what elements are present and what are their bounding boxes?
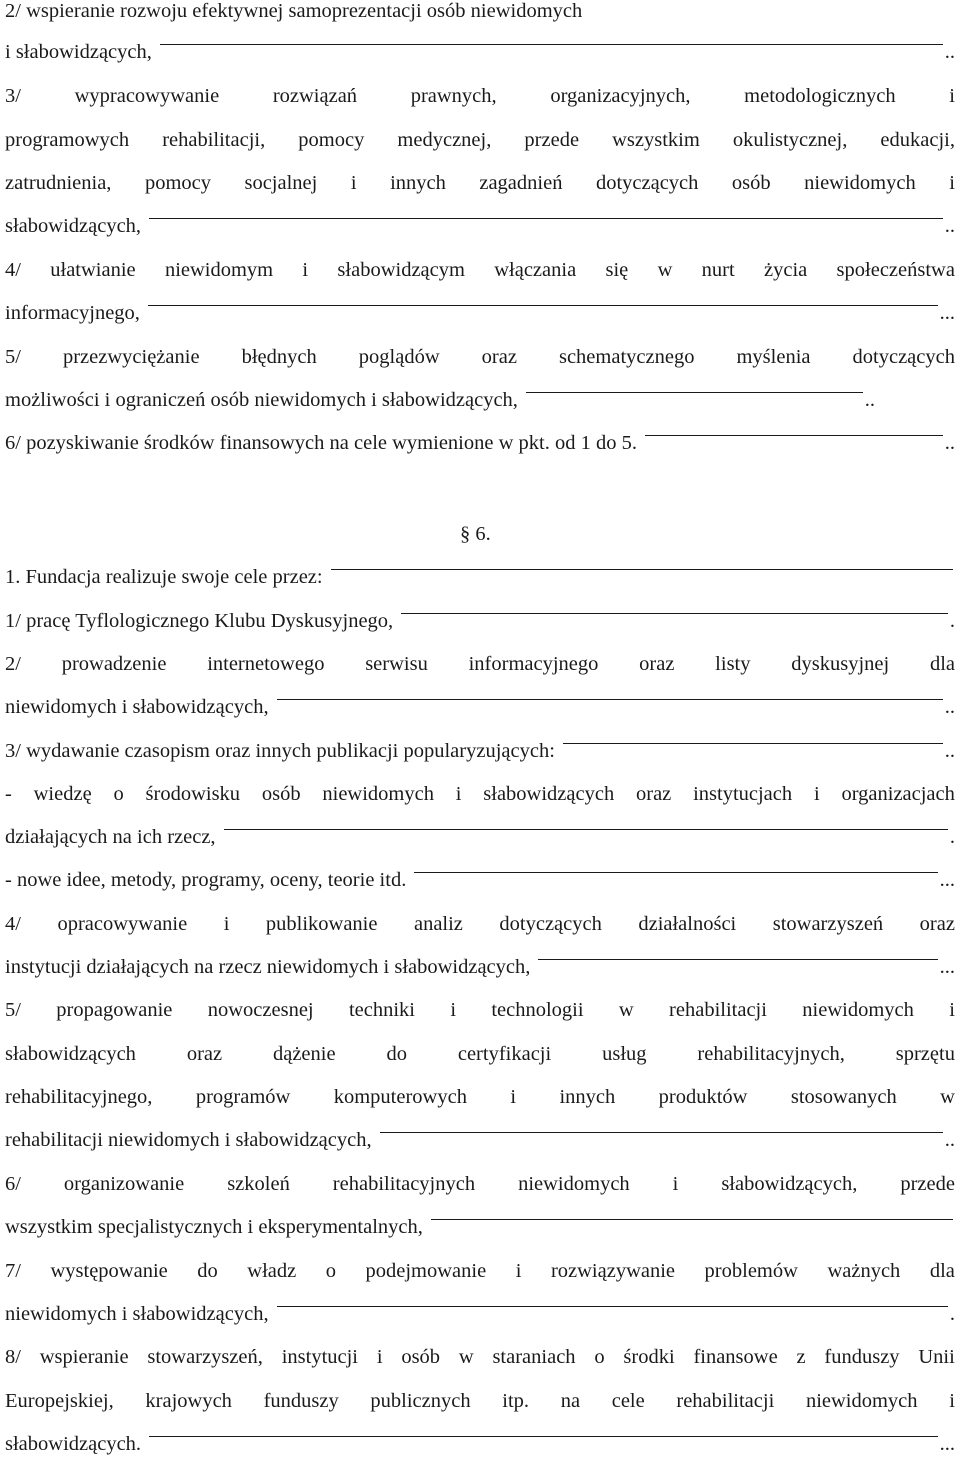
word: Europejskiej, bbox=[5, 1390, 114, 1412]
word: słabowidzących bbox=[5, 1043, 136, 1065]
word: do bbox=[197, 1260, 218, 1282]
word: technologii bbox=[491, 999, 584, 1021]
line-text: słabowidzących, bbox=[5, 215, 142, 237]
text-line-with-leader bbox=[5, 738, 955, 764]
leader-rule bbox=[526, 391, 863, 393]
word: pomocy bbox=[298, 129, 365, 151]
line-text: niewidomych i słabowidzących, bbox=[5, 696, 269, 718]
text-line: 2/ wspieranie rozwoju efektywnej samoprezentacji osób niewidomych bbox=[5, 0, 583, 22]
word: rehabilitacji, bbox=[162, 129, 266, 151]
text-line-with-leader bbox=[5, 954, 955, 980]
word: osób bbox=[731, 172, 771, 194]
word: błędnych bbox=[241, 346, 317, 368]
word: i bbox=[949, 85, 955, 107]
text-line-with-leader bbox=[5, 1431, 955, 1457]
text-line-with-leader bbox=[5, 694, 955, 720]
text-line-with-leader bbox=[5, 430, 955, 456]
leader-rule bbox=[431, 1218, 953, 1220]
word: problemów bbox=[704, 1260, 798, 1282]
word: krajowych bbox=[145, 1390, 232, 1412]
word: certyfikacji bbox=[457, 1043, 552, 1065]
word: i bbox=[813, 783, 820, 805]
text-line bbox=[5, 1041, 955, 1067]
word: 5/ bbox=[5, 999, 21, 1021]
word: informacyjnego bbox=[468, 653, 599, 675]
text-line bbox=[5, 1344, 955, 1370]
word: itp. bbox=[502, 1390, 530, 1412]
word: zagadnień bbox=[479, 172, 563, 194]
word: słabowidzących, bbox=[721, 1173, 858, 1195]
leader-end: . bbox=[949, 610, 955, 632]
word: schematycznego bbox=[558, 346, 695, 368]
text-line-with-leader bbox=[5, 1214, 955, 1240]
word: pomocy bbox=[144, 172, 211, 194]
leader-end: .. bbox=[864, 389, 875, 411]
text-line-with-leader bbox=[5, 824, 955, 850]
leader-end: .. bbox=[944, 1129, 955, 1151]
word: myślenia bbox=[736, 346, 811, 368]
word: 5/ bbox=[5, 346, 21, 368]
word: - bbox=[5, 783, 12, 805]
text-line-with-leader bbox=[5, 213, 955, 239]
word: życia bbox=[764, 259, 808, 281]
word: niewidomych bbox=[518, 1173, 630, 1195]
word: słabowidzącym bbox=[337, 259, 465, 281]
word: produktów bbox=[658, 1086, 748, 1108]
word: osób bbox=[401, 1346, 441, 1368]
line-text: rehabilitacji niewidomych i słabowidzących, bbox=[5, 1129, 372, 1151]
line-text: 1. Fundacja realizuje swoje cele przez: bbox=[5, 566, 323, 588]
word: techniki bbox=[348, 999, 415, 1021]
text-line-with-leader bbox=[5, 387, 875, 413]
word: poglądów bbox=[358, 346, 440, 368]
word: społeczeństwa bbox=[836, 259, 955, 281]
word: przede bbox=[524, 129, 580, 151]
word: zatrudnienia, bbox=[5, 172, 112, 194]
word: serwisu bbox=[365, 653, 428, 675]
line-text: niewidomych i słabowidzących, bbox=[5, 1303, 269, 1325]
line-text: możliwości i ograniczeń osób niewidomych i słabowidzących, bbox=[5, 389, 518, 411]
leader-end: .. bbox=[944, 696, 955, 718]
word: internetowego bbox=[207, 653, 325, 675]
word: z bbox=[796, 1346, 806, 1368]
word: dążenie bbox=[272, 1043, 336, 1065]
line-text: instytucji działających na rzecz niewidomych i słabowidzących, bbox=[5, 956, 531, 978]
line-text: wszystkim specjalistycznych i eksperymentalnych, bbox=[5, 1216, 423, 1238]
word: prawnych, bbox=[410, 85, 497, 107]
word: programów bbox=[195, 1086, 291, 1108]
word: i bbox=[350, 172, 357, 194]
word: niewidomych bbox=[805, 1390, 918, 1412]
word: przezwyciężanie bbox=[62, 346, 200, 368]
word: i bbox=[302, 259, 309, 281]
word: rehabilitacji bbox=[676, 1390, 775, 1412]
leader-end: ... bbox=[939, 956, 955, 978]
section-heading: § 6. bbox=[460, 523, 491, 545]
word: staraniach bbox=[492, 1346, 576, 1368]
line-text: słabowidzących. bbox=[5, 1433, 142, 1455]
leader-rule bbox=[414, 871, 937, 873]
leader-end: ... bbox=[939, 869, 955, 891]
word: instytucjach bbox=[693, 783, 793, 805]
word: edukacji, bbox=[880, 129, 955, 151]
word: dotyczących bbox=[499, 913, 602, 935]
word: organizacyjnych, bbox=[550, 85, 691, 107]
word: funduszy bbox=[263, 1390, 339, 1412]
word: i bbox=[376, 1346, 383, 1368]
leader-rule bbox=[331, 568, 953, 570]
word: metodologicznych bbox=[744, 85, 896, 107]
leader-rule bbox=[380, 1131, 943, 1133]
word: komputerowych bbox=[333, 1086, 467, 1108]
word: ułatwianie bbox=[50, 259, 136, 281]
word: rehabilitacyjnego, bbox=[5, 1086, 153, 1108]
word: rehabilitacyjnych bbox=[332, 1173, 476, 1195]
word: propagowanie bbox=[56, 999, 173, 1021]
leader-end: . bbox=[949, 1303, 955, 1325]
text-line bbox=[5, 1084, 955, 1110]
leader-rule bbox=[149, 1435, 938, 1437]
text-line bbox=[5, 911, 955, 937]
leader-rule bbox=[160, 43, 943, 45]
text-line-with-leader bbox=[5, 1301, 955, 1327]
leader-rule bbox=[277, 1305, 948, 1307]
word: cele bbox=[611, 1390, 645, 1412]
word: o bbox=[325, 1260, 336, 1282]
text-line bbox=[5, 651, 955, 677]
word: w bbox=[940, 1086, 955, 1108]
word: usług bbox=[602, 1043, 647, 1065]
text-line bbox=[5, 127, 955, 153]
word: 8/ bbox=[5, 1346, 21, 1368]
word: oraz bbox=[186, 1043, 223, 1065]
word: oraz bbox=[481, 346, 517, 368]
word: dotyczących bbox=[852, 346, 955, 368]
word: niewidomym bbox=[164, 259, 274, 281]
leader-rule bbox=[277, 698, 943, 700]
leader-end: . bbox=[949, 826, 955, 848]
word: o bbox=[594, 1346, 605, 1368]
word: funduszy bbox=[824, 1346, 900, 1368]
word: Unii bbox=[918, 1346, 955, 1368]
word: w bbox=[618, 999, 634, 1021]
leader-rule bbox=[645, 434, 943, 436]
word: rehabilitacji bbox=[669, 999, 767, 1021]
word: i bbox=[949, 1390, 955, 1412]
text-line-with-leader bbox=[5, 300, 955, 326]
word: i bbox=[450, 999, 457, 1021]
word: działalności bbox=[638, 913, 737, 935]
word: na bbox=[560, 1390, 581, 1412]
word: przede bbox=[900, 1173, 955, 1195]
line-text: 6/ pozyskiwanie środków finansowych na cele wymienione w pkt. od 1 do 5. bbox=[5, 432, 637, 454]
word: wiedzę bbox=[33, 783, 92, 805]
word: wszystkim bbox=[612, 129, 700, 151]
text-line bbox=[5, 1171, 955, 1197]
word: okulistycznej, bbox=[732, 129, 848, 151]
word: finansowe bbox=[693, 1346, 778, 1368]
word: i bbox=[515, 1260, 522, 1282]
word: dyskusyjnej bbox=[791, 653, 890, 675]
text-line bbox=[5, 170, 955, 196]
word: niewidomych bbox=[802, 999, 914, 1021]
word: dla bbox=[929, 1260, 955, 1282]
text-line bbox=[5, 781, 955, 807]
word: 4/ bbox=[5, 913, 21, 935]
leader-end: ... bbox=[939, 302, 955, 324]
word: dla bbox=[929, 653, 955, 675]
word: stowarzyszeń, bbox=[147, 1346, 263, 1368]
text-line-with-leader bbox=[5, 1127, 955, 1153]
word: opracowywanie bbox=[57, 913, 188, 935]
leader-end: ... bbox=[939, 1433, 955, 1455]
word: rozwiązywanie bbox=[550, 1260, 676, 1282]
word: listy bbox=[715, 653, 751, 675]
word: stowarzyszeń bbox=[772, 913, 884, 935]
word: prowadzenie bbox=[61, 653, 167, 675]
text-line bbox=[5, 83, 955, 109]
line-text: i słabowidzących, bbox=[5, 41, 152, 63]
word: rozwiązań bbox=[272, 85, 358, 107]
word: i bbox=[510, 1086, 517, 1108]
text-line-with-leader bbox=[5, 39, 955, 65]
word: wypracowywanie bbox=[74, 85, 220, 107]
word: w bbox=[458, 1346, 474, 1368]
word: do bbox=[386, 1043, 407, 1065]
leader-rule bbox=[148, 304, 938, 306]
word: środowisku bbox=[145, 783, 241, 805]
text-line-with-leader bbox=[5, 867, 955, 893]
word: stosowanych bbox=[790, 1086, 897, 1108]
text-line bbox=[5, 997, 955, 1023]
line-text: informacyjnego, bbox=[5, 302, 140, 324]
word: słabowidzących bbox=[483, 783, 615, 805]
word: medycznej, bbox=[397, 129, 492, 151]
word: i bbox=[223, 913, 230, 935]
line-text: 3/ wydawanie czasopism oraz innych publikacji popularyzujących: bbox=[5, 740, 555, 762]
word: i bbox=[949, 172, 955, 194]
word: i bbox=[672, 1173, 679, 1195]
word: osób bbox=[261, 783, 301, 805]
word: nurt bbox=[701, 259, 735, 281]
word: niewidomych bbox=[804, 172, 916, 194]
leader-rule bbox=[538, 958, 937, 960]
word: i bbox=[949, 999, 955, 1021]
text-line bbox=[5, 344, 955, 370]
word: władz bbox=[247, 1260, 297, 1282]
leader-end: .. bbox=[944, 432, 955, 454]
word: oraz bbox=[919, 913, 955, 935]
word: 6/ bbox=[5, 1173, 21, 1195]
word: niewidomych bbox=[322, 783, 434, 805]
word: innych bbox=[559, 1086, 616, 1108]
word: środki bbox=[623, 1346, 675, 1368]
leader-end: .. bbox=[944, 41, 955, 63]
word: o bbox=[113, 783, 124, 805]
word: innych bbox=[390, 172, 446, 194]
word: instytucji bbox=[281, 1346, 359, 1368]
word: 4/ bbox=[5, 259, 21, 281]
word: wspieranie bbox=[39, 1346, 129, 1368]
line-text: - nowe idee, metody, programy, oceny, teorie itd. bbox=[5, 869, 407, 891]
word: ważnych bbox=[827, 1260, 901, 1282]
word: oraz bbox=[639, 653, 675, 675]
word: występowanie bbox=[50, 1260, 168, 1282]
leader-rule bbox=[401, 612, 948, 614]
leader-end: .. bbox=[944, 740, 955, 762]
word: socjalnej bbox=[244, 172, 318, 194]
text-line bbox=[5, 1388, 955, 1414]
text-line bbox=[5, 1258, 955, 1284]
word: szkoleń bbox=[227, 1173, 290, 1195]
word: 2/ bbox=[5, 653, 21, 675]
word: i bbox=[455, 783, 462, 805]
word: organizacjach bbox=[841, 783, 955, 805]
leader-rule bbox=[224, 828, 948, 830]
word: się bbox=[605, 259, 629, 281]
line-text: 1/ pracę Tyflologicznego Klubu Dyskusyjnego, bbox=[5, 610, 394, 632]
word: analiz bbox=[413, 913, 463, 935]
word: programowych bbox=[5, 129, 130, 151]
leader-rule bbox=[149, 217, 943, 219]
word: nowoczesnej bbox=[207, 999, 314, 1021]
leader-end: .. bbox=[944, 215, 955, 237]
word: organizowanie bbox=[63, 1173, 185, 1195]
leader-rule bbox=[563, 742, 943, 744]
word: 3/ bbox=[5, 85, 21, 107]
text-line-with-leader bbox=[5, 564, 955, 590]
word: sprzętu bbox=[895, 1043, 955, 1065]
text-line bbox=[5, 257, 955, 283]
word: w bbox=[657, 259, 673, 281]
word: włączania bbox=[494, 259, 577, 281]
text-line-with-leader bbox=[5, 608, 955, 634]
word: oraz bbox=[636, 783, 672, 805]
word: publicznych bbox=[370, 1390, 471, 1412]
word: podejmowanie bbox=[365, 1260, 487, 1282]
line-text: działających na ich rzecz, bbox=[5, 826, 216, 848]
word: publikowanie bbox=[265, 913, 378, 935]
word: dotyczących bbox=[595, 172, 699, 194]
word: rehabilitacyjnych, bbox=[697, 1043, 845, 1065]
word: 7/ bbox=[5, 1260, 21, 1282]
